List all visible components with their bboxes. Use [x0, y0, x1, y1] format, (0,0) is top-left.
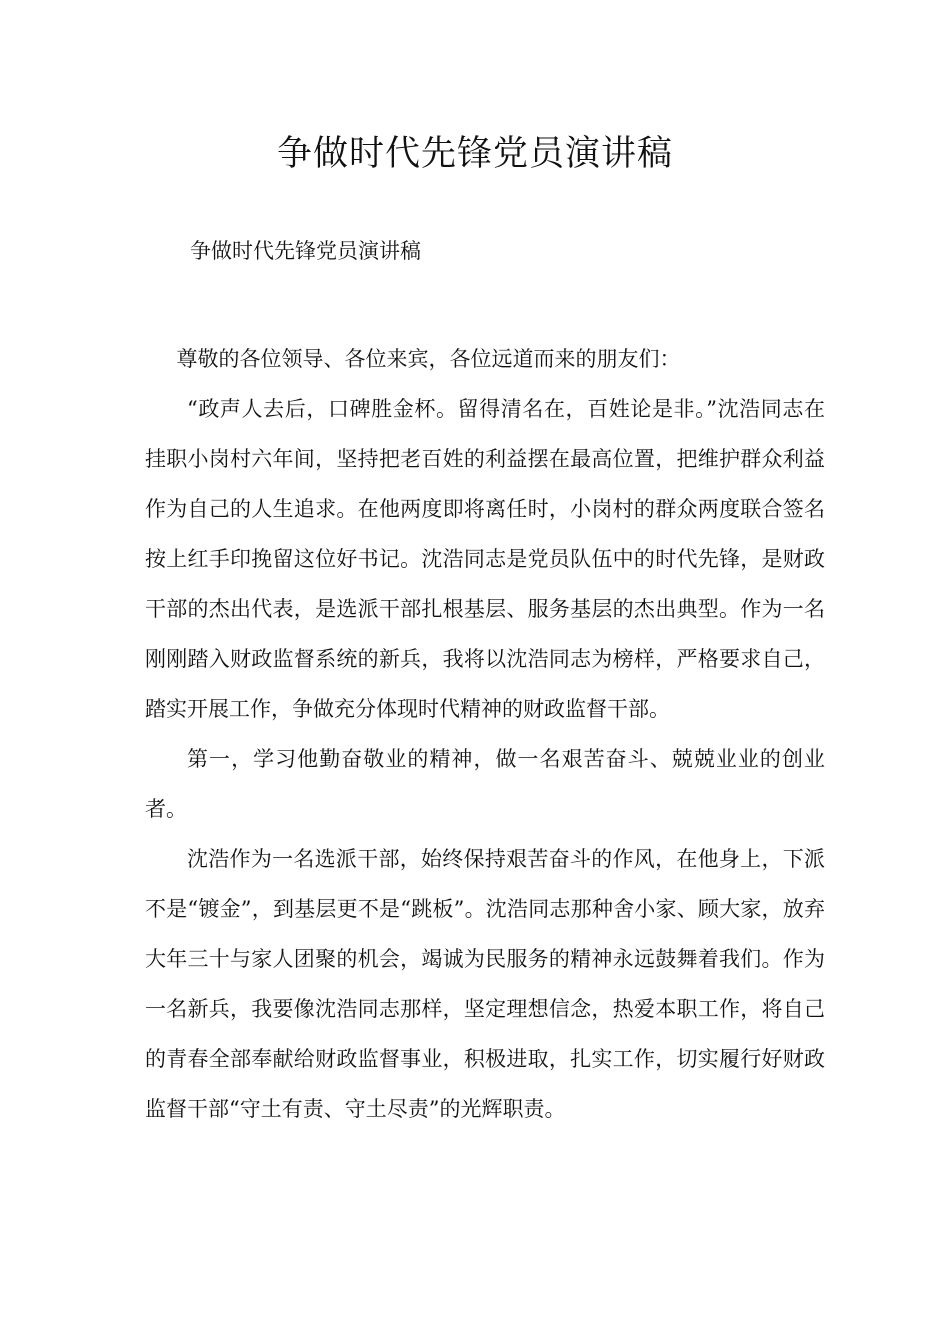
body-paragraph-3: 沈浩作为一名选派干部，始终保持艰苦奋斗的作风，在他身上，下派不是“镀金”，到基层更不是“跳板”。沈浩同志那种舍小家、顾大家，放弃大年三十与家人团聚的机会，竭诚为民服务的精神永远鼓舞着我们。作为一名新兵，我要像沈浩同志那样，坚定理想信念，热爱本职工作，将自己的青春全部奉献给财政监督事业，积极进取，扎实工作，切实履行好财政监督干部“守土有责、守土尽责”的光辉职责。	[145, 847, 825, 1121]
body-paragraph-1: “政声人去后，口碑胜金杯。留得清名在，百姓论是非。”沈浩同志在挂职小岗村六年间，坚持把老百姓的利益摆在最高位置，把维护群众利益作为自己的人生追求。在他两度即将离任时，小岗村的群众两度联合签名按上红手印挽留这位好书记。沈浩同志是党员队伍中的时代先锋，是财政干部的杰出代表，是选派干部扎根基层、服务基层的杰出典型。作为一名刚刚踏入财政监督系统的新兵，我将以沈浩同志为榜样，严格要求自己，踏实开展工作，争做充分体现时代精神的财政监督干部。	[145, 397, 825, 721]
greeting-paragraph: 尊敬的各位领导、各位来宾，各位远道而来的朋友们：	[176, 347, 681, 371]
document-body	[145, 334, 825, 1134]
document-subtitle: 争做时代先锋党员演讲稿	[190, 239, 421, 263]
body-paragraph-2: 第一，学习他勤奋敬业的精神，做一名艰苦奋斗、兢兢业业的创业者。	[145, 747, 825, 821]
document-title: 争做时代先锋党员演讲稿	[276, 134, 673, 174]
